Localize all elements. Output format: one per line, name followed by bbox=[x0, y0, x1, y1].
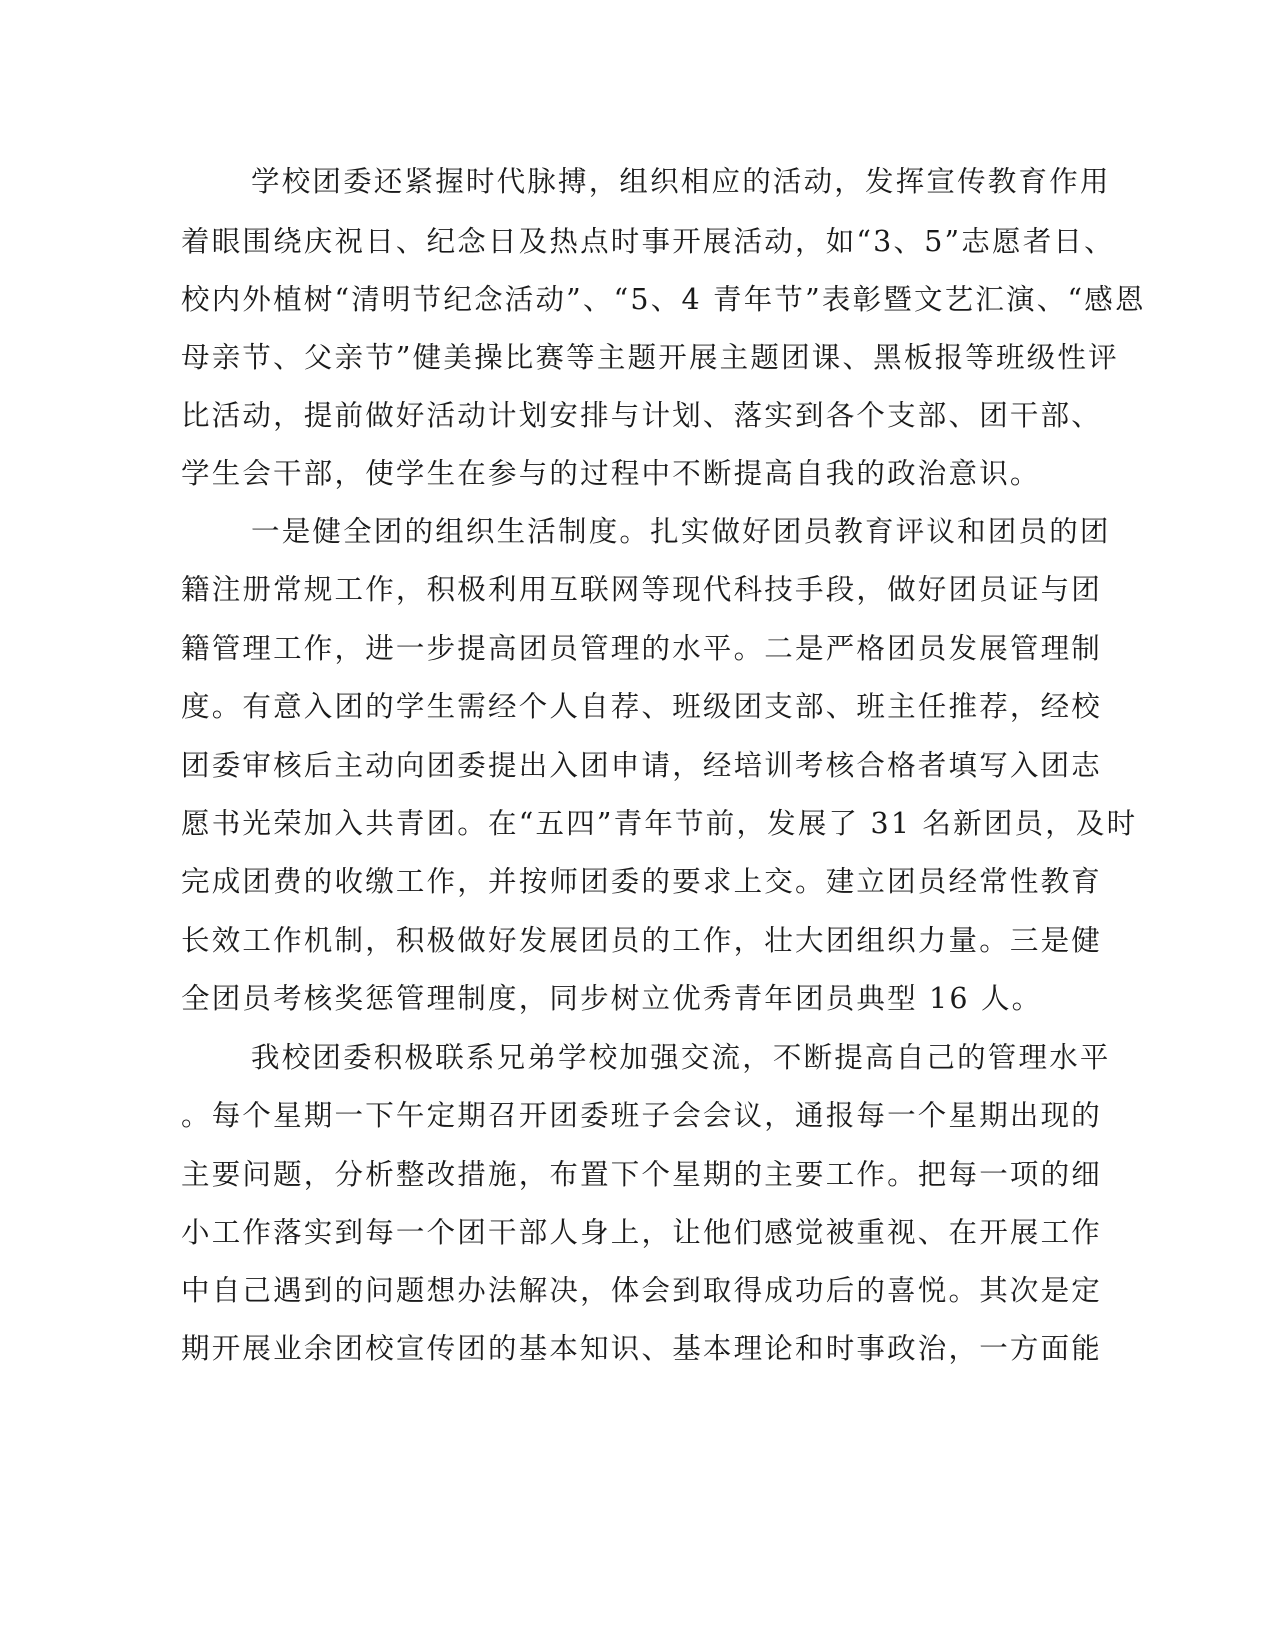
paragraph-3-line-3: 主要问题，分析整改措施，布置下个星期的主要工作。把每一项的细 bbox=[181, 1158, 1103, 1191]
paragraph-3-line-4: 小工作落实到每一个团干部人身上，让他们感觉被重视、在开展工作 bbox=[181, 1216, 1103, 1249]
paragraph-2-line-2: 籍注册常规工作，积极利用互联网等现代科技手段，做好团员证与团 bbox=[181, 573, 1103, 606]
paragraph-1-line-3: 校内外植树“清明节纪念活动”、“5、4 青年节”表彰暨文艺汇演、“感恩 bbox=[181, 283, 1146, 316]
paragraph-1-line-5: 比活动，提前做好活动计划安排与计划、落实到各个支部、团干部、 bbox=[181, 399, 1103, 432]
paragraph-3-line-6: 期开展业余团校宣传团的基本知识、基本理论和时事政治，一方面能 bbox=[181, 1332, 1103, 1365]
paragraph-3-line-2: 。每个星期一下午定期召开团委班子会会议，通报每一个星期出现的 bbox=[181, 1099, 1103, 1132]
paragraph-2-line-6: 愿书光荣加入共青团。在“五四”青年节前，发展了 31 名新团员，及时 bbox=[181, 807, 1138, 840]
paragraph-1-line-6: 学生会干部，使学生在参与的过程中不断提高自我的政治意识。 bbox=[181, 457, 1041, 490]
paragraph-2-line-5: 团委审核后主动向团委提出入团申请，经培训考核合格者填写入团志 bbox=[181, 749, 1103, 782]
paragraph-2-line-4: 度。有意入团的学生需经个人自荐、班级团支部、班主任推荐，经校 bbox=[181, 690, 1103, 723]
paragraph-2-line-1: 一是健全团的组织生活制度。扎实做好团员教育评议和团员的团 bbox=[251, 515, 1111, 548]
paragraph-3-line-5: 中自己遇到的问题想办法解决，体会到取得成功后的喜悦。其次是定 bbox=[181, 1274, 1103, 1307]
paragraph-2-line-7: 完成团费的收缴工作，并按师团委的要求上交。建立团员经常性教育 bbox=[181, 865, 1103, 898]
paragraph-3-line-1: 我校团委积极联系兄弟学校加强交流，不断提高自己的管理水平 bbox=[251, 1041, 1111, 1074]
paragraph-1-line-2: 着眼围绕庆祝日、纪念日及热点时事开展活动，如“3、5”志愿者日、 bbox=[181, 225, 1115, 258]
paragraph-2-line-9: 全团员考核奖惩管理制度，同步树立优秀青年团员典型 16 人。 bbox=[181, 982, 1043, 1015]
paragraph-1-line-1: 学校团委还紧握时代脉搏，组织相应的活动，发挥宣传教育作用 bbox=[251, 165, 1111, 198]
paragraph-2-line-3: 籍管理工作，进一步提高团员管理的水平。二是严格团员发展管理制 bbox=[181, 632, 1103, 665]
paragraph-1-line-4: 母亲节、父亲节”健美操比赛等主题开展主题团课、黑板报等班级性评 bbox=[181, 341, 1119, 374]
paragraph-2-line-8: 长效工作机制，积极做好发展团员的工作，壮大团组织力量。三是健 bbox=[181, 924, 1103, 957]
